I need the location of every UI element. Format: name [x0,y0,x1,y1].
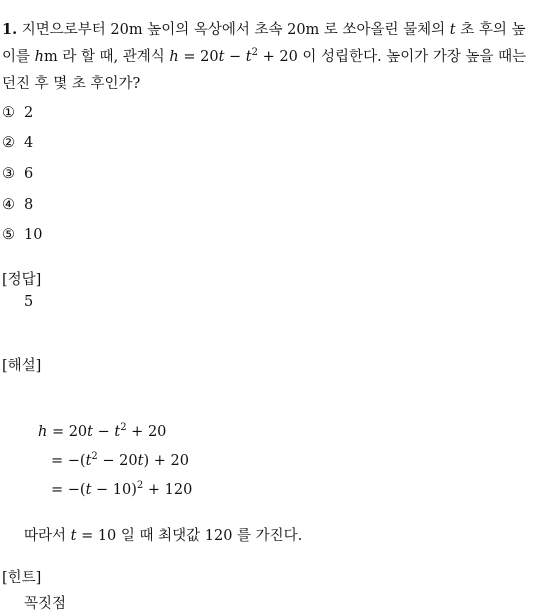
choice-3-value: 6 [24,166,34,182]
choice-4[interactable] [2,197,33,213]
choice-5-symbol: ⑤ [2,227,15,243]
answer-value: 5 [24,294,34,310]
choice-1[interactable] [2,105,33,121]
choice-2-value: 4 [24,135,34,151]
question [2,16,532,98]
question-text: 지면으로부터 20m 높이의 옥상에서 초속 20m 로 쏘아올린 물체의 t 초 후의 높이를 hm 라 할 때, 관계식 $h = 20t - t^2 + 20$ 이 성립한다. 높이가 가장 높을 때는 던진 후 몇 초 후인가? [2,22,527,92]
choice-4-symbol: ④ [2,197,15,213]
solution-conclusion: 따라서 t = 10 일 때 최댓값 120 를 가진다. [24,528,303,544]
hint-label: [힌트] [2,570,42,586]
solution-line-3: = $-(t - 10)^2 + 120$ [51,480,193,498]
solution-label: [해설] [2,358,42,374]
question-number: 1. [2,21,18,38]
choice-2-symbol: ② [2,135,15,151]
solution-line-1: $h = 20t - t^2 + 20$ [38,422,167,440]
choice-3[interactable] [2,166,33,182]
choice-1-symbol: ① [2,105,15,121]
choice-1-value: 2 [24,105,34,121]
choice-4-value: 8 [24,197,34,213]
answer-label: [정답] [2,272,42,288]
solution-line-2: = $-(t^2 - 20t) + 20$ [51,451,189,469]
choice-5-value: 10 [24,227,43,243]
choice-3-symbol: ③ [2,166,15,182]
choice-2[interactable] [2,135,33,151]
hint-value: 꼭짓점 [24,596,67,612]
choice-5[interactable] [2,227,42,243]
